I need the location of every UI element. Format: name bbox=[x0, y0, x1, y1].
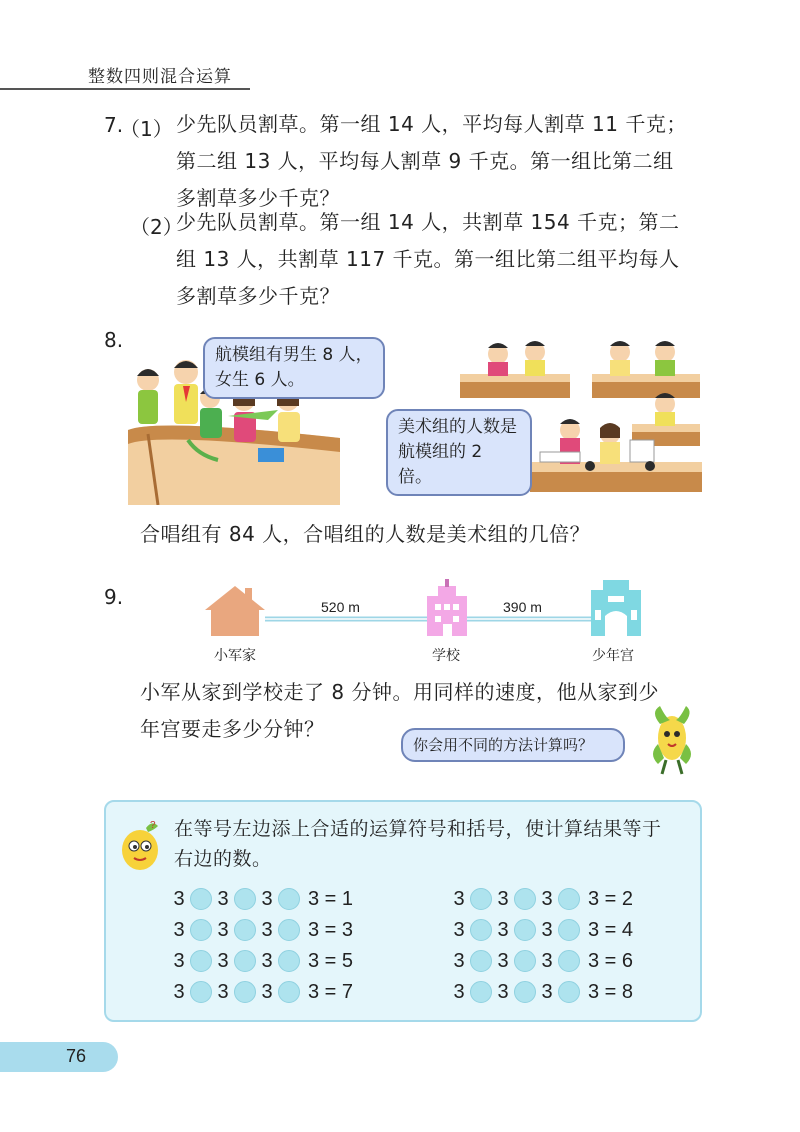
text-line: 少先队员割草。第一组 14 人，平均每人割草 11 千克； bbox=[176, 112, 687, 136]
operator-blank[interactable] bbox=[190, 888, 212, 910]
equation: 3 3 3 3 = 7 bbox=[173, 980, 354, 1003]
operator-blank[interactable] bbox=[558, 888, 580, 910]
place-label: 学校 bbox=[432, 648, 460, 664]
page-header bbox=[0, 0, 800, 95]
house-icon bbox=[205, 586, 265, 636]
text-line: 第二组 13 人，平均每人割草 9 千克。第一组比第二组 bbox=[176, 149, 674, 173]
operator-blank[interactable] bbox=[514, 919, 536, 941]
text-line: 组 13 人，共割草 117 千克。第一组比第二组平均每人 bbox=[176, 247, 680, 271]
place-label: 小军家 bbox=[214, 648, 256, 664]
question-number: 7. bbox=[104, 113, 124, 137]
equation: 3 3 3 3 = 2 bbox=[453, 887, 634, 910]
speech-bubble bbox=[386, 409, 532, 496]
operator-blank[interactable] bbox=[558, 981, 580, 1003]
question-8-text: 合唱组有 84 人，合唱组的人数是美术组的几倍？ bbox=[140, 522, 591, 546]
question-number: 9. bbox=[104, 585, 124, 609]
text-line: 年宫要走多少分钟？ bbox=[140, 717, 325, 741]
equation: 3 3 3 3 = 1 bbox=[173, 887, 354, 910]
operator-blank[interactable] bbox=[470, 919, 492, 941]
equation: 3 3 3 3 = 5 bbox=[173, 949, 354, 972]
operator-blank[interactable] bbox=[514, 981, 536, 1003]
hint-bubble: 你会用不同的方法计算吗？ bbox=[401, 728, 625, 762]
distance-label: 390 m bbox=[503, 599, 542, 615]
page-number: 76 bbox=[66, 1046, 87, 1066]
text-line: 多割草多少千克？ bbox=[176, 186, 340, 210]
operator-blank[interactable] bbox=[514, 950, 536, 972]
route-diagram bbox=[195, 576, 655, 646]
distance-label: 520 m bbox=[321, 599, 360, 615]
operator-blank[interactable] bbox=[278, 919, 300, 941]
bubble-line: 航模组有男生 8 人， bbox=[215, 345, 373, 365]
operator-blank[interactable] bbox=[514, 888, 536, 910]
operator-blank[interactable] bbox=[278, 950, 300, 972]
bubble-line: 美术组的人数是 bbox=[398, 417, 517, 437]
operator-blank[interactable] bbox=[190, 950, 212, 972]
svg-text:?: ? bbox=[150, 820, 156, 831]
page-number-tab bbox=[0, 1042, 118, 1072]
corn-mascot-icon bbox=[640, 704, 700, 776]
operator-blank[interactable] bbox=[558, 950, 580, 972]
operator-blank[interactable] bbox=[470, 981, 492, 1003]
text-line: 小军从家到学校走了 8 分钟。用同样的速度，他从家到少 bbox=[140, 680, 659, 704]
part-label: （1） bbox=[120, 117, 173, 141]
text-line: 少先队员割草。第一组 14 人，共割草 154 千克；第二 bbox=[176, 210, 680, 234]
operator-blank[interactable] bbox=[190, 981, 212, 1003]
operator-blank[interactable] bbox=[278, 981, 300, 1003]
bubble-line: 航模组的 2 倍。 bbox=[398, 442, 483, 487]
operator-blank[interactable] bbox=[234, 950, 256, 972]
operator-blank[interactable] bbox=[234, 981, 256, 1003]
text-line: 右边的数。 bbox=[174, 848, 272, 870]
equation: 3 3 3 3 = 6 bbox=[453, 949, 634, 972]
question-number: 8. bbox=[104, 328, 124, 352]
equation: 3 3 3 3 = 4 bbox=[453, 918, 634, 941]
operator-blank[interactable] bbox=[190, 919, 212, 941]
operator-blank[interactable] bbox=[234, 888, 256, 910]
operator-blank[interactable] bbox=[278, 888, 300, 910]
puzzle-instruction bbox=[174, 814, 662, 874]
part-label: （2） bbox=[130, 215, 183, 239]
operator-blank[interactable] bbox=[470, 888, 492, 910]
speech-bubble bbox=[203, 337, 385, 399]
question-7-part-1 bbox=[176, 106, 687, 217]
text-line: 在等号左边添上合适的运算符号和括号，使计算结果等于 bbox=[174, 818, 662, 840]
youth-palace-icon bbox=[591, 580, 641, 636]
operator-blank[interactable] bbox=[234, 919, 256, 941]
header-rule bbox=[0, 88, 250, 90]
operator-blank[interactable] bbox=[470, 950, 492, 972]
school-icon bbox=[427, 579, 467, 636]
text-line: 多割草多少千克？ bbox=[176, 284, 340, 308]
equation: 3 3 3 3 = 3 bbox=[173, 918, 354, 941]
lemon-mascot-icon bbox=[116, 818, 164, 874]
operator-blank[interactable] bbox=[558, 919, 580, 941]
equation: 3 3 3 3 = 8 bbox=[453, 980, 634, 1003]
question-7-part-2 bbox=[176, 204, 680, 315]
place-label: 少年宫 bbox=[592, 648, 634, 664]
bubble-line: 女生 6 人。 bbox=[215, 370, 305, 390]
puzzle-box bbox=[104, 800, 702, 1022]
chapter-title: 整数四则混合运算 bbox=[88, 67, 232, 87]
